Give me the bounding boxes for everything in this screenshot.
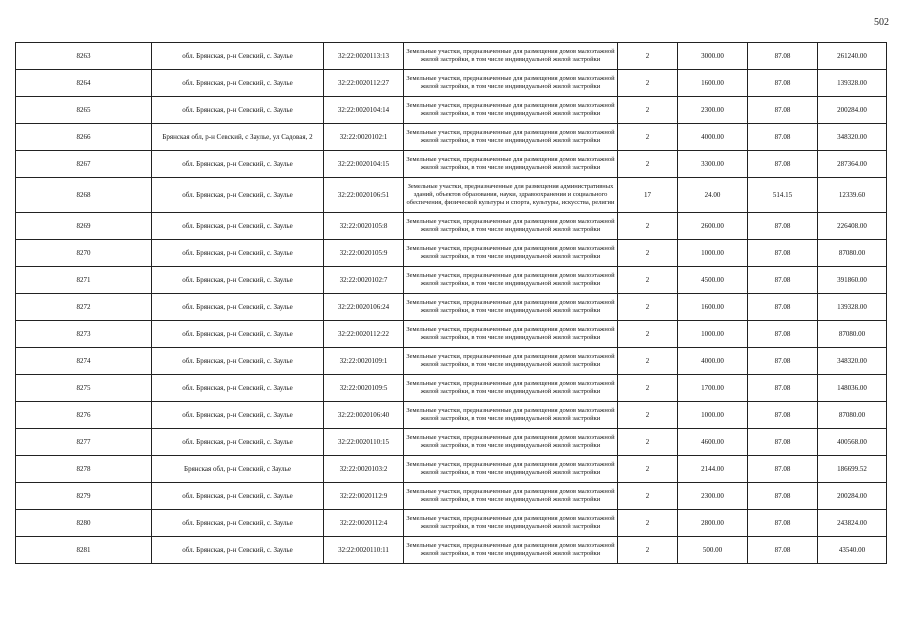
- area-cell: 2300.00: [678, 483, 748, 510]
- land-use-purpose-cell: Земельные участки, предназначенные для размещения домов малоэтажной жилой застройки, в том числе индивидуальной жилой застройки: [404, 267, 618, 294]
- land-use-purpose-cell: Земельные участки, предназначенные для размещения домов малоэтажной жилой застройки, в том числе индивидуальной жилой застройки: [404, 456, 618, 483]
- area-cell: 3300.00: [678, 151, 748, 178]
- cadastral-value-cell: 200284.00: [818, 483, 887, 510]
- specific-value-cell: 87.08: [748, 267, 818, 294]
- address-cell: обл. Брянская, р-н Севский, с. Заулье: [152, 483, 324, 510]
- group-number-cell: 17: [618, 178, 678, 213]
- table-row: [16, 97, 887, 124]
- group-number-cell: 2: [618, 402, 678, 429]
- cadastral-value-table: [15, 42, 887, 564]
- row-number-cell: 8278: [16, 456, 152, 483]
- address-cell: Брянская обл, р-н Севский, с Заулье: [152, 456, 324, 483]
- land-use-purpose-cell: Земельные участки, предназначенные для размещения домов малоэтажной жилой застройки, в том числе индивидуальной жилой застройки: [404, 70, 618, 97]
- row-number-cell: 8266: [16, 124, 152, 151]
- cadastral-number-cell: 32:22:0020112:22: [324, 321, 404, 348]
- land-use-purpose-cell: Земельные участки, предназначенные для размещения административных зданий, объектов образования, науки, здравоохранения и социального обеспечения, физической культуры и спорта, культуры, искусства, религии: [404, 178, 618, 213]
- specific-value-cell: 87.08: [748, 348, 818, 375]
- table-row: [16, 483, 887, 510]
- table-row: [16, 267, 887, 294]
- row-number-cell: 8263: [16, 43, 152, 70]
- table-row: [16, 348, 887, 375]
- cadastral-value-cell: 287364.00: [818, 151, 887, 178]
- cadastral-number-cell: 32:22:0020104:15: [324, 151, 404, 178]
- cadastral-number-cell: 32:22:0020105:9: [324, 240, 404, 267]
- area-cell: 2600.00: [678, 213, 748, 240]
- group-number-cell: 2: [618, 510, 678, 537]
- cadastral-value-cell: 243824.00: [818, 510, 887, 537]
- area-cell: 1000.00: [678, 321, 748, 348]
- row-number-cell: 8274: [16, 348, 152, 375]
- cadastral-number-cell: 32:22:0020106:51: [324, 178, 404, 213]
- table-row: [16, 402, 887, 429]
- area-cell: 2300.00: [678, 97, 748, 124]
- address-cell: обл. Брянская, р-н Севский, с. Заулье: [152, 70, 324, 97]
- table-row: [16, 321, 887, 348]
- table-row: [16, 294, 887, 321]
- row-number-cell: 8276: [16, 402, 152, 429]
- cadastral-number-cell: 32:22:0020112:4: [324, 510, 404, 537]
- table-row: [16, 70, 887, 97]
- address-cell: Брянская обл, р-н Севский, с Заулье, ул Садовая, 2: [152, 124, 324, 151]
- land-use-purpose-cell: Земельные участки, предназначенные для размещения домов малоэтажной жилой застройки, в том числе индивидуальной жилой застройки: [404, 43, 618, 70]
- group-number-cell: 2: [618, 483, 678, 510]
- land-use-purpose-cell: Земельные участки, предназначенные для размещения домов малоэтажной жилой застройки, в том числе индивидуальной жилой застройки: [404, 321, 618, 348]
- table-row: [16, 124, 887, 151]
- table-row: [16, 375, 887, 402]
- row-number-cell: 8280: [16, 510, 152, 537]
- group-number-cell: 2: [618, 267, 678, 294]
- land-use-purpose-cell: Земельные участки, предназначенные для размещения домов малоэтажной жилой застройки, в том числе индивидуальной жилой застройки: [404, 375, 618, 402]
- cadastral-value-cell: 348320.00: [818, 348, 887, 375]
- row-number-cell: 8273: [16, 321, 152, 348]
- specific-value-cell: 87.08: [748, 510, 818, 537]
- specific-value-cell: 87.08: [748, 483, 818, 510]
- area-cell: 500.00: [678, 537, 748, 564]
- land-use-purpose-cell: Земельные участки, предназначенные для размещения домов малоэтажной жилой застройки, в том числе индивидуальной жилой застройки: [404, 483, 618, 510]
- cadastral-value-cell: 12339.60: [818, 178, 887, 213]
- area-cell: 1600.00: [678, 70, 748, 97]
- specific-value-cell: 87.08: [748, 375, 818, 402]
- specific-value-cell: 87.08: [748, 124, 818, 151]
- specific-value-cell: 87.08: [748, 537, 818, 564]
- cadastral-value-cell: 226408.00: [818, 213, 887, 240]
- area-cell: 1000.00: [678, 240, 748, 267]
- table-row: [16, 537, 887, 564]
- table-row: [16, 178, 887, 213]
- area-cell: 4500.00: [678, 267, 748, 294]
- row-number-cell: 8265: [16, 97, 152, 124]
- address-cell: обл. Брянская, р-н Севский, с. Заулье: [152, 375, 324, 402]
- area-cell: 24.00: [678, 178, 748, 213]
- group-number-cell: 2: [618, 213, 678, 240]
- address-cell: обл. Брянская, р-н Севский, с. Заулье: [152, 348, 324, 375]
- row-number-cell: 8269: [16, 213, 152, 240]
- area-cell: 2800.00: [678, 510, 748, 537]
- specific-value-cell: 87.08: [748, 429, 818, 456]
- specific-value-cell: 87.08: [748, 456, 818, 483]
- group-number-cell: 2: [618, 43, 678, 70]
- row-number-cell: 8264: [16, 70, 152, 97]
- row-number-cell: 8267: [16, 151, 152, 178]
- land-use-purpose-cell: Земельные участки, предназначенные для размещения домов малоэтажной жилой застройки, в том числе индивидуальной жилой застройки: [404, 294, 618, 321]
- address-cell: обл. Брянская, р-н Севский, с. Заулье: [152, 213, 324, 240]
- area-cell: 4000.00: [678, 348, 748, 375]
- specific-value-cell: 87.08: [748, 213, 818, 240]
- table-row: [16, 213, 887, 240]
- area-cell: 3000.00: [678, 43, 748, 70]
- group-number-cell: 2: [618, 537, 678, 564]
- land-use-purpose-cell: Земельные участки, предназначенные для размещения домов малоэтажной жилой застройки, в том числе индивидуальной жилой застройки: [404, 537, 618, 564]
- cadastral-value-cell: 139328.00: [818, 70, 887, 97]
- address-cell: обл. Брянская, р-н Севский, с. Заулье: [152, 43, 324, 70]
- table-row: [16, 151, 887, 178]
- cadastral-number-cell: 32:22:0020102:1: [324, 124, 404, 151]
- cadastral-number-cell: 32:22:0020109:1: [324, 348, 404, 375]
- area-cell: 1600.00: [678, 294, 748, 321]
- row-number-cell: 8279: [16, 483, 152, 510]
- cadastral-value-cell: 391860.00: [818, 267, 887, 294]
- address-cell: обл. Брянская, р-н Севский, с. Заулье: [152, 97, 324, 124]
- group-number-cell: 2: [618, 70, 678, 97]
- table-row: [16, 456, 887, 483]
- row-number-cell: 8281: [16, 537, 152, 564]
- group-number-cell: 2: [618, 124, 678, 151]
- address-cell: обл. Брянская, р-н Севский, с. Заулье: [152, 537, 324, 564]
- table-row: [16, 429, 887, 456]
- cadastral-value-cell: 400568.00: [818, 429, 887, 456]
- address-cell: обл. Брянская, р-н Севский, с. Заулье: [152, 151, 324, 178]
- land-use-purpose-cell: Земельные участки, предназначенные для размещения домов малоэтажной жилой застройки, в том числе индивидуальной жилой застройки: [404, 348, 618, 375]
- address-cell: обл. Брянская, р-н Севский, с. Заулье: [152, 267, 324, 294]
- group-number-cell: 2: [618, 151, 678, 178]
- row-number-cell: 8271: [16, 267, 152, 294]
- land-use-purpose-cell: Земельные участки, предназначенные для размещения домов малоэтажной жилой застройки, в том числе индивидуальной жилой застройки: [404, 151, 618, 178]
- page-number: 502: [874, 17, 889, 28]
- group-number-cell: 2: [618, 321, 678, 348]
- area-cell: 2144.00: [678, 456, 748, 483]
- cadastral-value-cell: 148036.00: [818, 375, 887, 402]
- address-cell: обл. Брянская, р-н Севский, с. Заулье: [152, 178, 324, 213]
- specific-value-cell: 87.08: [748, 151, 818, 178]
- cadastral-value-cell: 348320.00: [818, 124, 887, 151]
- group-number-cell: 2: [618, 456, 678, 483]
- cadastral-value-cell: 139328.00: [818, 294, 887, 321]
- cadastral-number-cell: 32:22:0020104:14: [324, 97, 404, 124]
- address-cell: обл. Брянская, р-н Севский, с. Заулье: [152, 294, 324, 321]
- address-cell: обл. Брянская, р-н Севский, с. Заулье: [152, 402, 324, 429]
- cadastral-number-cell: 32:22:0020103:2: [324, 456, 404, 483]
- group-number-cell: 2: [618, 348, 678, 375]
- cadastral-value-cell: 87080.00: [818, 402, 887, 429]
- specific-value-cell: 87.08: [748, 70, 818, 97]
- specific-value-cell: 87.08: [748, 294, 818, 321]
- address-cell: обл. Брянская, р-н Севский, с. Заулье: [152, 240, 324, 267]
- cadastral-number-cell: 32:22:0020112:27: [324, 70, 404, 97]
- table-row: [16, 510, 887, 537]
- cadastral-number-cell: 32:22:0020105:8: [324, 213, 404, 240]
- group-number-cell: 2: [618, 240, 678, 267]
- cadastral-value-cell: 87080.00: [818, 240, 887, 267]
- group-number-cell: 2: [618, 429, 678, 456]
- row-number-cell: 8275: [16, 375, 152, 402]
- specific-value-cell: 87.08: [748, 43, 818, 70]
- cadastral-number-cell: 32:22:0020102:7: [324, 267, 404, 294]
- group-number-cell: 2: [618, 294, 678, 321]
- cadastral-value-cell: 87080.00: [818, 321, 887, 348]
- table-body: [16, 43, 887, 564]
- cadastral-value-cell: 261240.00: [818, 43, 887, 70]
- cadastral-number-cell: 32:22:0020110:11: [324, 537, 404, 564]
- table-row: [16, 43, 887, 70]
- land-use-purpose-cell: Земельные участки, предназначенные для размещения домов малоэтажной жилой застройки, в том числе индивидуальной жилой застройки: [404, 97, 618, 124]
- cadastral-number-cell: 32:22:0020106:24: [324, 294, 404, 321]
- group-number-cell: 2: [618, 97, 678, 124]
- cadastral-value-cell: 186699.52: [818, 456, 887, 483]
- row-number-cell: 8277: [16, 429, 152, 456]
- specific-value-cell: 514.15: [748, 178, 818, 213]
- land-use-purpose-cell: Земельные участки, предназначенные для размещения домов малоэтажной жилой застройки, в том числе индивидуальной жилой застройки: [404, 124, 618, 151]
- land-use-purpose-cell: Земельные участки, предназначенные для размещения домов малоэтажной жилой застройки, в том числе индивидуальной жилой застройки: [404, 510, 618, 537]
- row-number-cell: 8272: [16, 294, 152, 321]
- area-cell: 1000.00: [678, 402, 748, 429]
- area-cell: 1700.00: [678, 375, 748, 402]
- address-cell: обл. Брянская, р-н Севский, с. Заулье: [152, 321, 324, 348]
- row-number-cell: 8268: [16, 178, 152, 213]
- cadastral-number-cell: 32:22:0020110:15: [324, 429, 404, 456]
- specific-value-cell: 87.08: [748, 321, 818, 348]
- specific-value-cell: 87.08: [748, 240, 818, 267]
- specific-value-cell: 87.08: [748, 402, 818, 429]
- table-row: [16, 240, 887, 267]
- area-cell: 4000.00: [678, 124, 748, 151]
- cadastral-value-cell: 200284.00: [818, 97, 887, 124]
- group-number-cell: 2: [618, 375, 678, 402]
- address-cell: обл. Брянская, р-н Севский, с. Заулье: [152, 429, 324, 456]
- cadastral-number-cell: 32:22:0020113:13: [324, 43, 404, 70]
- land-use-purpose-cell: Земельные участки, предназначенные для размещения домов малоэтажной жилой застройки, в том числе индивидуальной жилой застройки: [404, 213, 618, 240]
- address-cell: обл. Брянская, р-н Севский, с. Заулье: [152, 510, 324, 537]
- cadastral-number-cell: 32:22:0020106:40: [324, 402, 404, 429]
- cadastral-number-cell: 32:22:0020112:9: [324, 483, 404, 510]
- cadastral-value-cell: 43540.00: [818, 537, 887, 564]
- specific-value-cell: 87.08: [748, 97, 818, 124]
- land-use-purpose-cell: Земельные участки, предназначенные для размещения домов малоэтажной жилой застройки, в том числе индивидуальной жилой застройки: [404, 429, 618, 456]
- area-cell: 4600.00: [678, 429, 748, 456]
- land-use-purpose-cell: Земельные участки, предназначенные для размещения домов малоэтажной жилой застройки, в том числе индивидуальной жилой застройки: [404, 240, 618, 267]
- row-number-cell: 8270: [16, 240, 152, 267]
- land-use-purpose-cell: Земельные участки, предназначенные для размещения домов малоэтажной жилой застройки, в том числе индивидуальной жилой застройки: [404, 402, 618, 429]
- cadastral-number-cell: 32:22:0020109:5: [324, 375, 404, 402]
